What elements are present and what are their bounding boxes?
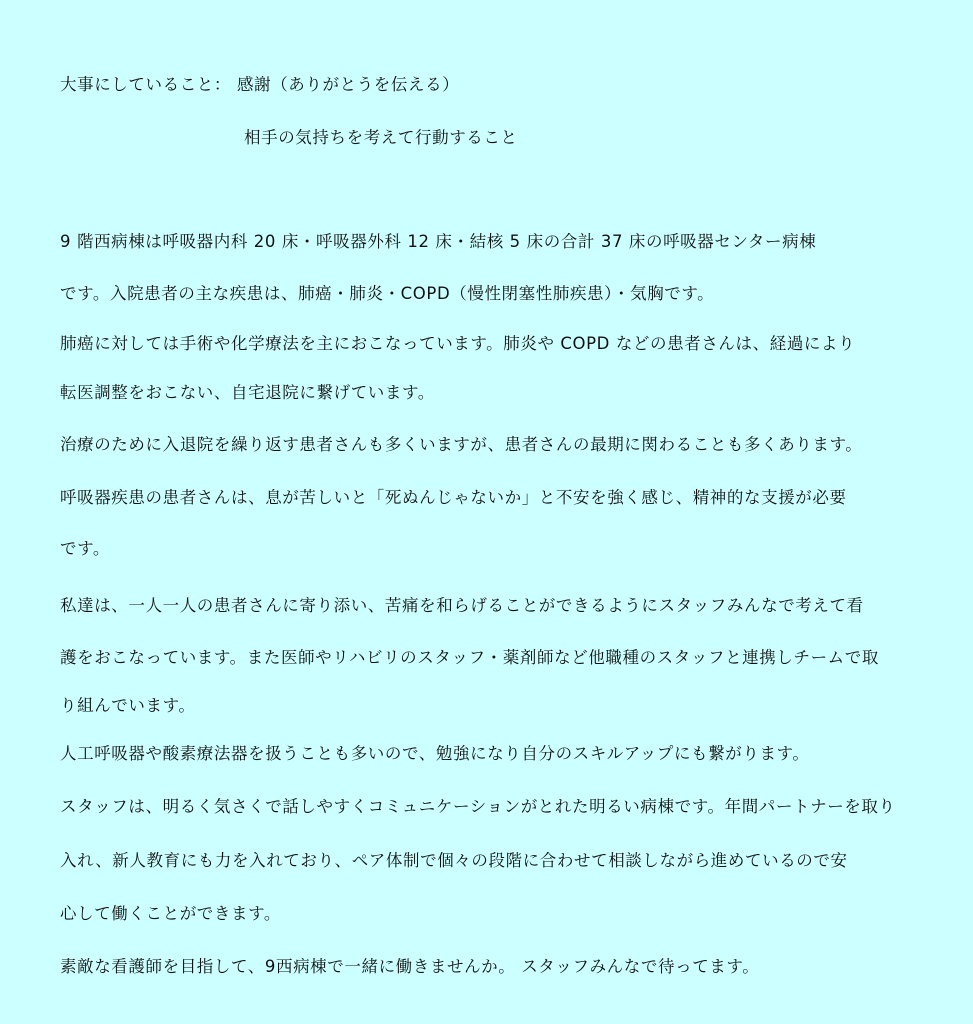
- body-line: 素敵な看護師を目指して、9西病棟で一緒に働きませんか。 スタッフみんなで待ってます。: [60, 957, 760, 976]
- body-line: 心して働くことができます。: [60, 904, 281, 923]
- body-line: 人工呼吸器や酸素療法器を扱うことも多いので、勉強になり自分のスキルアップにも繋がります。: [60, 744, 810, 763]
- body-line: 私達は、一人一人の患者さんに寄り添い、苦痛を和らげることができるようにスタッフみんなで考えて看: [60, 596, 864, 615]
- body-line: 入れ、新人教育にも力を入れており、ペア体制で個々の段階に合わせて相談しながら進めているので安: [60, 851, 848, 870]
- body-line: です。入院患者の主な疾患は、肺癌・肺炎・COPD（慢性閉塞性肺疾患）・気胸です。: [60, 284, 715, 303]
- body-line: 肺癌に対しては手術や化学療法を主におこなっています。肺炎や COPD などの患者さんは、経過により: [60, 334, 856, 353]
- body-line: 護をおこなっています。また医師やリハビリのスタッフ・薬剤師など他職種のスタッフと連携しチームで取: [60, 648, 879, 667]
- value-gratitude: 感謝（ありがとうを伝える）: [237, 75, 460, 94]
- body-line: 転医調整をおこない、自宅退院に繋げています。: [60, 383, 435, 402]
- body-line: です。: [60, 539, 110, 558]
- body-line: 治療のために入退院を繰り返す患者さんも多くいますが、患者さんの最期に関わることも多くあります。: [60, 435, 863, 454]
- body-line: スタッフは、明るく気さくで話しやすくコミュニケーションがとれた明るい病棟です。年間パートナーを取り: [60, 797, 896, 816]
- values-label: 大事にしていること：: [60, 75, 231, 94]
- body-line: 9 階西病棟は呼吸器内科 20 床・呼吸器外科 12 床・結核 5 床の合計 37 床の呼吸器センター病棟: [60, 232, 817, 251]
- body-line: り組んでいます。: [60, 696, 196, 715]
- values-line-1: [60, 75, 459, 95]
- value-consideration: 相手の気持ちを考えて行動すること: [244, 128, 518, 147]
- body-line: 呼吸器疾患の患者さんは、息が苦しいと「死ぬんじゃないか」と不安を強く感じ、精神的な支援が必要: [60, 488, 847, 507]
